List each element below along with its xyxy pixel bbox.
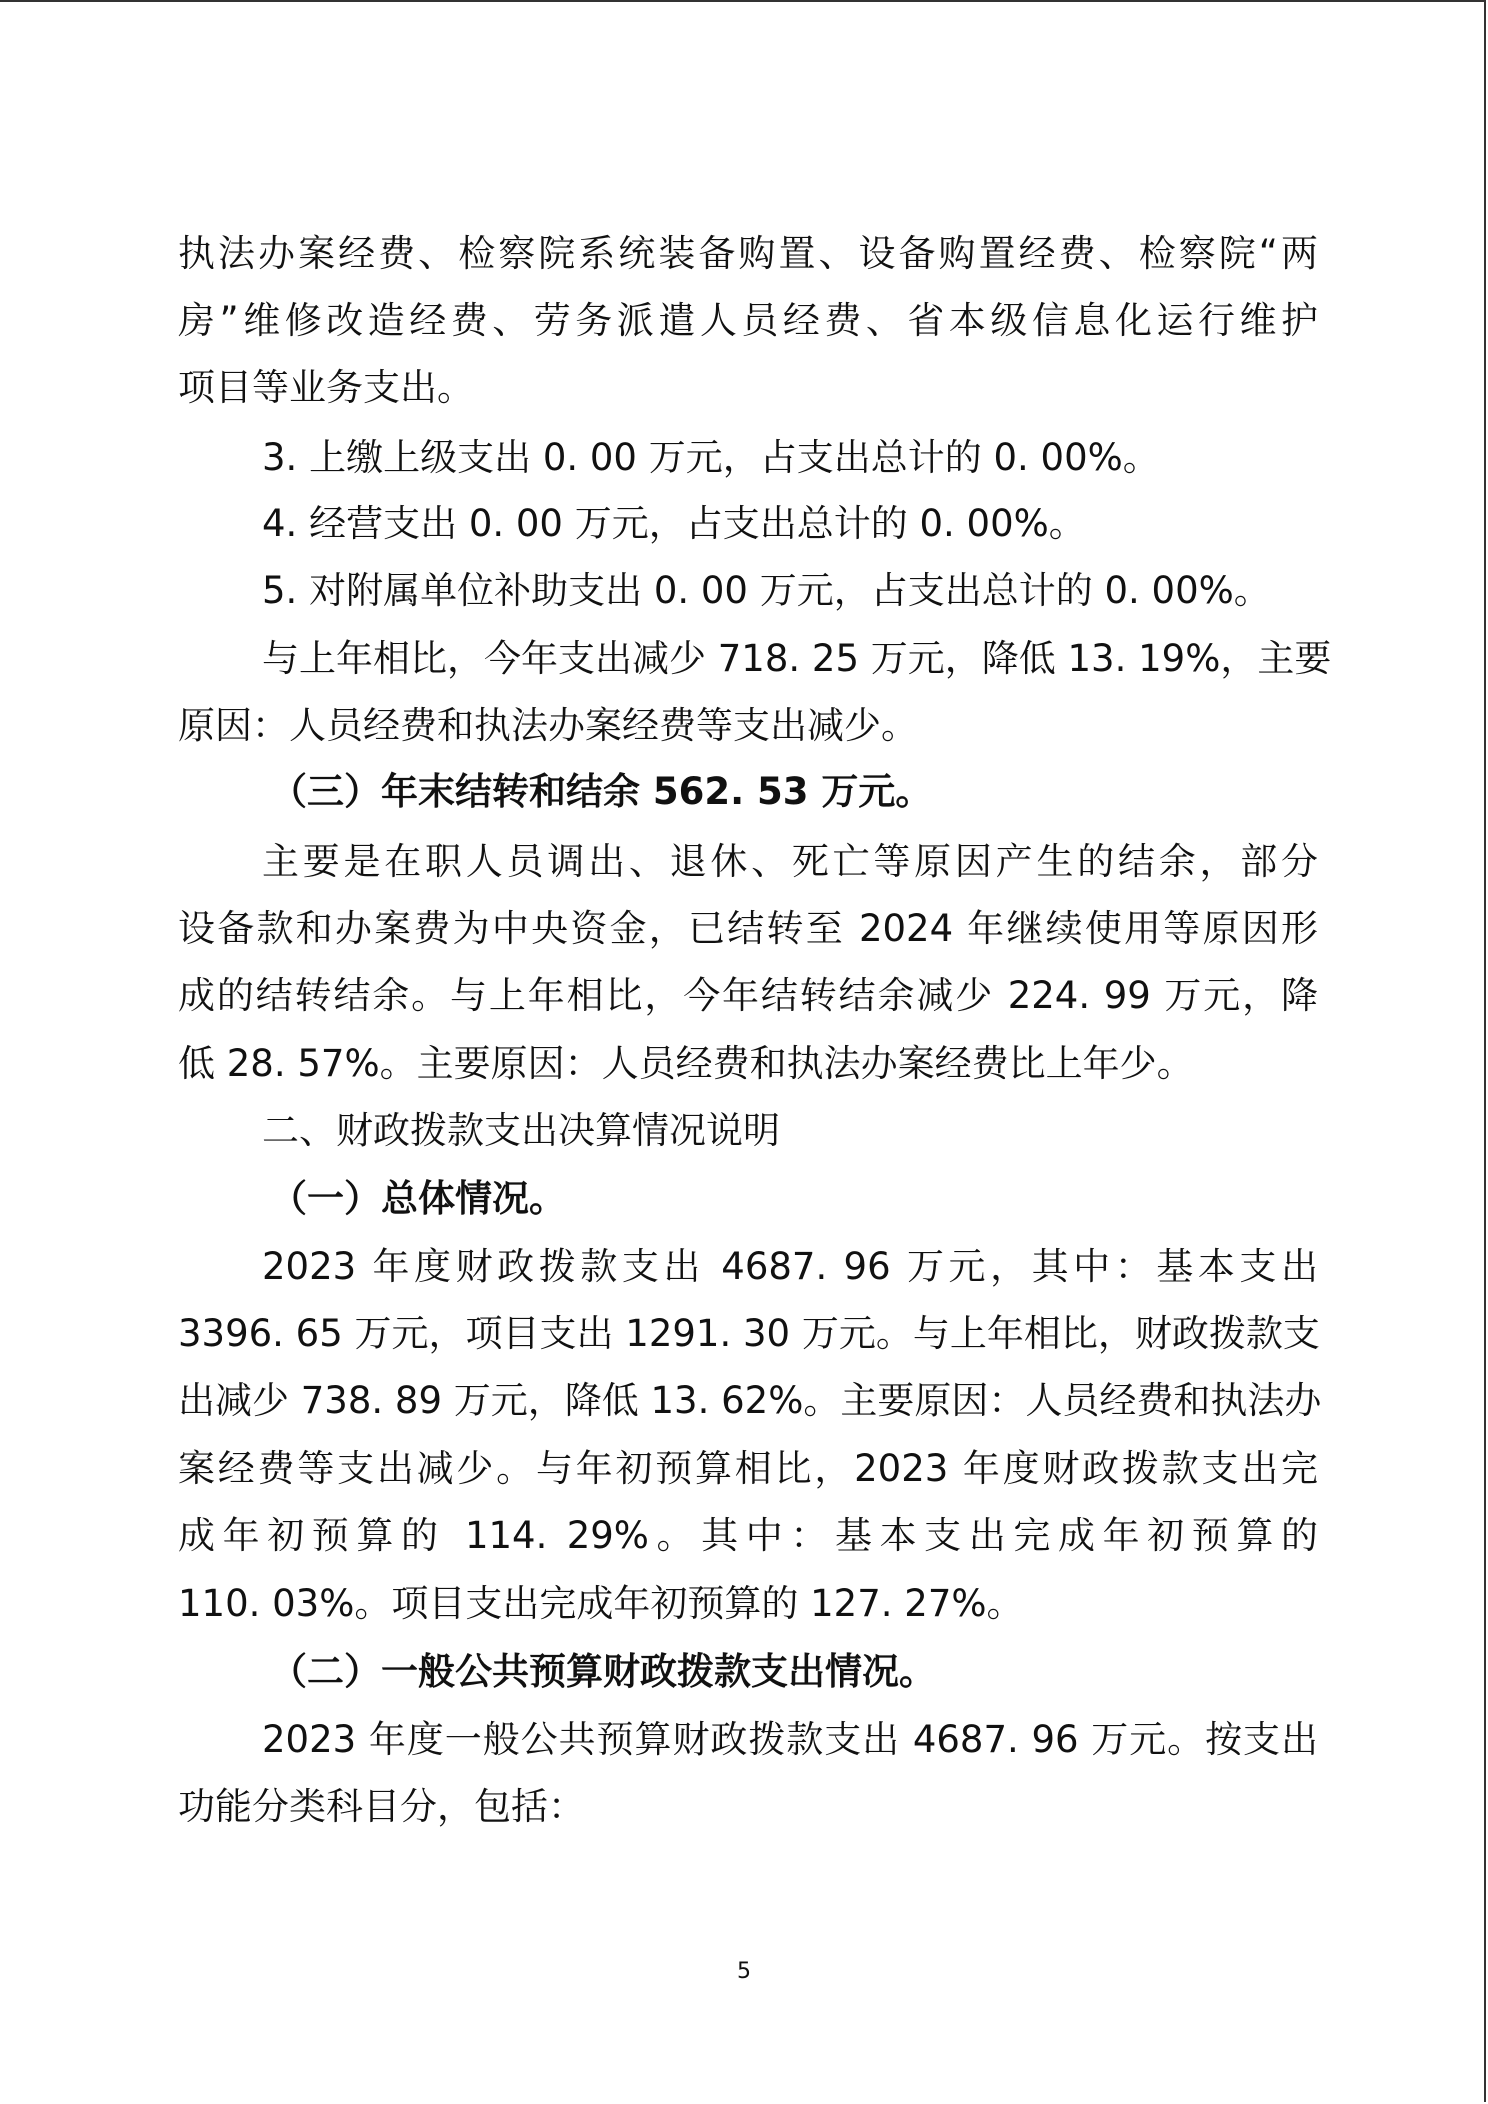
text-line: 功能分类科目分，包括：	[178, 1785, 585, 1828]
text-line: 2023 年度一般公共预算财政拨款支出 4687. 96 万元。按支出	[262, 1718, 1318, 1761]
text-line: 成年初预算的 114. 29%。其中：基本支出完成年初预算的	[178, 1514, 1318, 1557]
text-line: 原因：人员经费和执法办案经费等支出减少。	[178, 704, 918, 747]
list-item: 3. 上缴上级支出 0. 00 万元，占支出总计的 0. 00%。	[262, 436, 1160, 479]
subsection-heading: （一）总体情况。	[270, 1177, 566, 1220]
text-line: 执法办案经费、检察院系统装备购置、设备购置经费、检察院“两	[178, 232, 1318, 275]
text-line: 成的结转结余。与上年相比，今年结转结余减少 224. 99 万元，降	[178, 974, 1318, 1017]
text-line: 项目等业务支出。	[178, 366, 474, 409]
section-heading: 二、财政拨款支出决算情况说明	[262, 1109, 780, 1152]
subsection-heading: （二）一般公共预算财政拨款支出情况。	[270, 1650, 936, 1693]
text-line: 主要是在职人员调出、退休、死亡等原因产生的结余，部分	[262, 840, 1318, 883]
text-line: 2023 年度财政拨款支出 4687. 96 万元，其中：基本支出	[262, 1245, 1318, 1288]
text-line: 与上年相比，今年支出减少 718. 25 万元，降低 13. 19%，主要	[262, 637, 1332, 680]
text-line: 设备款和办案费为中央资金，已结转至 2024 年继续使用等原因形	[178, 907, 1318, 950]
list-item: 5. 对附属单位补助支出 0. 00 万元，占支出总计的 0. 00%。	[262, 569, 1271, 612]
section-heading: （三）年末结转和结余 562. 53 万元。	[270, 770, 933, 813]
page-number: 5	[737, 1959, 751, 1984]
text-line: 3396. 65 万元，项目支出 1291. 30 万元。与上年相比，财政拨款支	[178, 1312, 1320, 1355]
text-line: 出减少 738. 89 万元，降低 13. 62%。主要原因：人员经费和执法办	[178, 1379, 1322, 1422]
text-line: 低 28. 57%。主要原因：人员经费和执法办案经费比上年少。	[178, 1042, 1194, 1085]
list-item: 4. 经营支出 0. 00 万元，占支出总计的 0. 00%。	[262, 502, 1086, 545]
text-line: 案经费等支出减少。与年初预算相比，2023 年度财政拨款支出完	[178, 1447, 1318, 1490]
text-line: 房”维修改造经费、劳务派遣人员经费、省本级信息化运行维护	[178, 299, 1318, 342]
text-line: 110. 03%。项目支出完成年初预算的 127. 27%。	[178, 1582, 1024, 1625]
